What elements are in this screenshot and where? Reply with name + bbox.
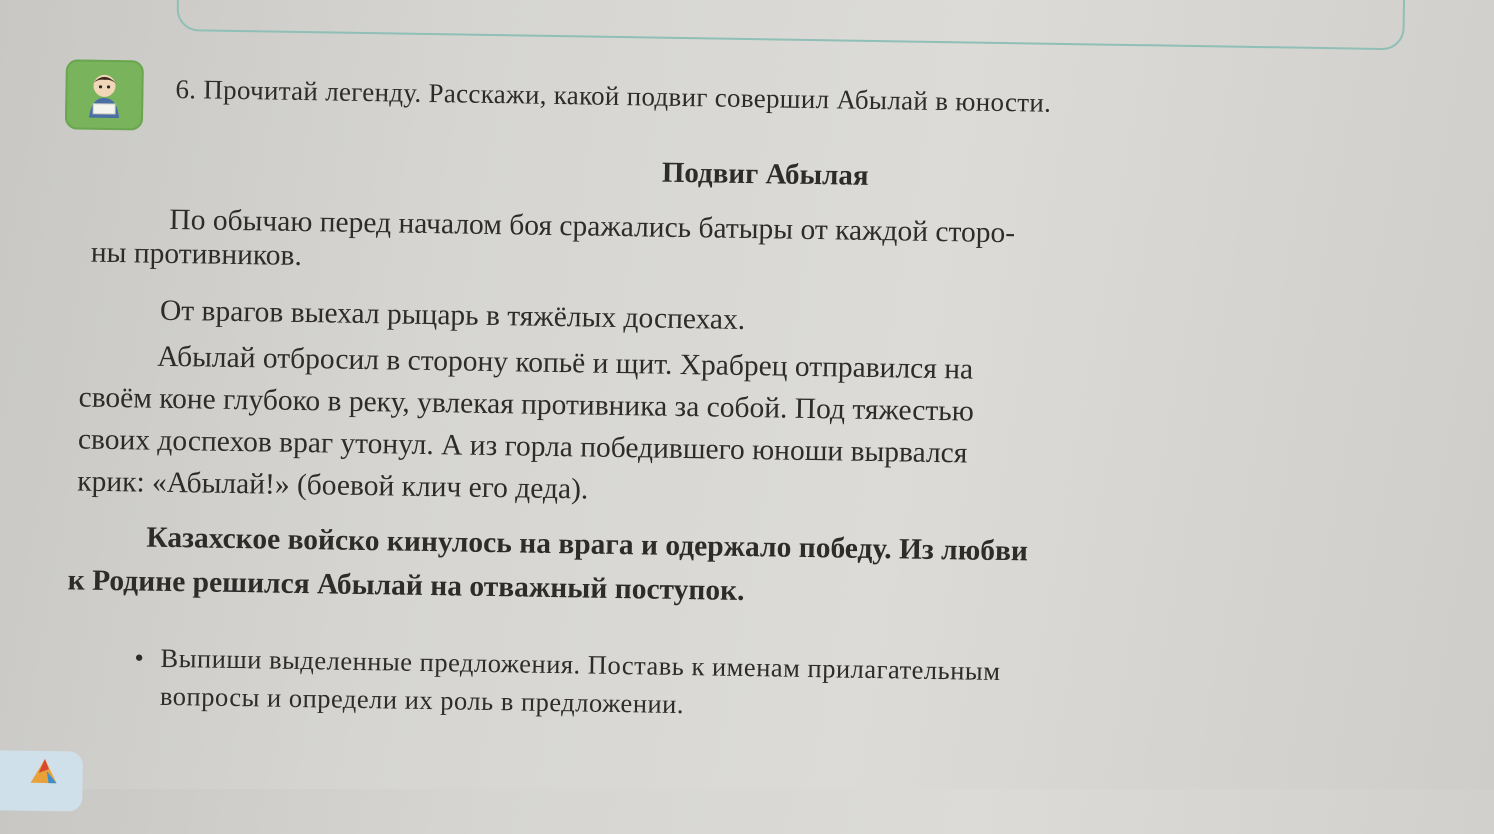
legend-bold-paragraph — [67, 514, 1028, 617]
text-line: От врагов выехал рыцарь в тяжёлых доспехах. — [159, 294, 746, 336]
pencil-icon — [0, 750, 83, 812]
bold-text-line: Казахское войско кинулось на врага и одержало победу. Из любви — [146, 521, 1029, 568]
text-line: По обычаю перед началом боя сражались батыры от каждой сторо- — [169, 203, 1016, 250]
previous-task-frame — [176, 0, 1405, 50]
legend-title: Подвиг Абылая — [661, 156, 869, 192]
text-line: Абылай отбросил в сторону копьё и щит. Храбрец отправился на — [157, 340, 974, 386]
task-6-instruction — [175, 74, 1051, 119]
child-reading-icon — [65, 59, 144, 130]
assignment-line: вопросы и определи их роль в предложении. — [159, 680, 685, 720]
text-line: своём коне глубоко в реку, увлекая противника за собой. Под тяжестью — [78, 381, 975, 428]
task-number: 6. — [175, 73, 197, 105]
text-line: своих доспехов враг утонул. А из горла победившего юноши вырвался — [77, 423, 968, 470]
assignment-bullet — [134, 638, 1001, 728]
bullet-icon: • — [134, 642, 145, 673]
text-line: крик: «Абылай!» (боевой клич его деда). — [77, 465, 589, 506]
text-line: ны противников. — [90, 236, 303, 272]
task-text: Прочитай легенду. Расскажи, какой подвиг совершил Абылай в юности. — [203, 74, 1052, 118]
legend-paragraph-3 — [77, 335, 975, 517]
legend-paragraph-2 — [90, 293, 746, 337]
assignment-line: Выпиши выделенные предложения. Поставь к именам прилагательным — [160, 642, 1001, 687]
bold-text-line: к Родине решился Абылай на отважный поступок. — [67, 564, 745, 607]
legend-paragraph-1 — [91, 202, 1016, 285]
